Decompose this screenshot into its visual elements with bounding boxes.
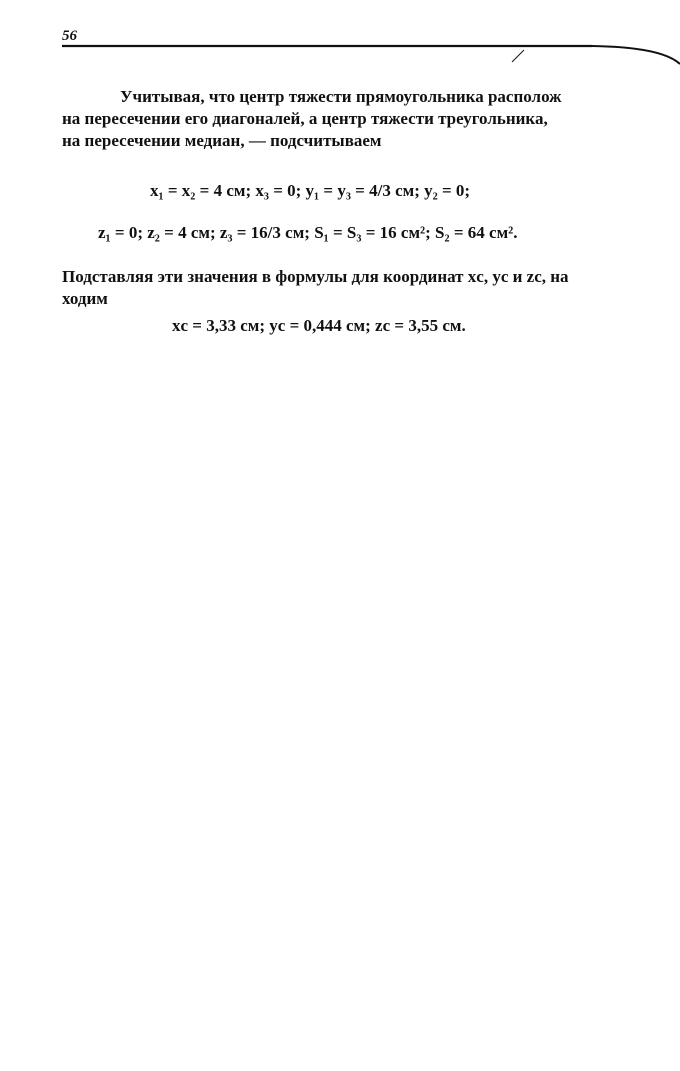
formula-coordinates-xy: x₁ = x₂ = 4 см; x₃ = 0; y₁ = y₃ = 4/3 см; y₂ = 0; xyxy=(150,181,471,200)
paragraph-1-line-3: на пересечении медиан, — подсчитываем xyxy=(62,131,382,150)
paragraph-2-line-1: Подставляя эти значения в формулы для координат xc, yc и zc, на xyxy=(62,267,569,286)
paragraph-1-line-2: на пересечении его диагоналей, а центр тяжести треугольника, xyxy=(62,109,548,128)
page-number: 56 xyxy=(62,28,77,44)
formula-coordinates-z-areas: z₁ = 0; z₂ = 4 см; z₃ = 16/3 см; S₁ = S₃ = 16 см²; S₂ = 64 см². xyxy=(98,223,518,242)
formula-result: xc = 3,33 см; yc = 0,444 см; zc = 3,55 см. xyxy=(172,316,466,335)
paragraph-2-line-2: ходим xyxy=(62,289,108,308)
paragraph-1-line-1: Учитывая, что центр тяжести прямоугольника располож xyxy=(120,87,562,106)
